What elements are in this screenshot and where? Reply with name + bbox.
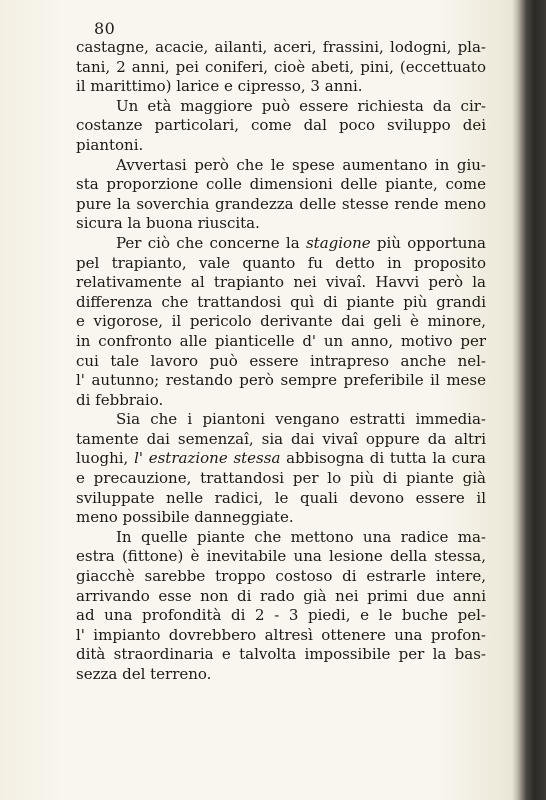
paragraph-6 bbox=[76, 528, 486, 685]
text-line: differenza che trattandosi quì di piante più grandi bbox=[76, 292, 486, 311]
body-text bbox=[76, 38, 486, 685]
italic-term: stagione bbox=[305, 233, 371, 252]
text-line: sviluppate nelle radici, le quali devono essere il bbox=[76, 488, 486, 507]
text-line: meno possibile danneggiate. bbox=[76, 508, 294, 527]
text-line: Avvertasi però che le spese aumentano in giu- bbox=[116, 155, 486, 174]
text-line: l' autunno; restando però sempre preferibile il mese bbox=[76, 371, 486, 390]
text-line: l' impianto dovrebbero altresì ottenere una profon- bbox=[76, 625, 486, 644]
text-run: luoghi, bbox=[76, 449, 135, 468]
text-line: giacchè sarebbe troppo costoso di estrarle intere, bbox=[76, 567, 486, 586]
paragraph-2 bbox=[76, 97, 486, 156]
text-line: in confronto alle pianticelle d' un anno, motivo per bbox=[76, 331, 486, 350]
text-run: abbisogna di tutta la cura bbox=[280, 449, 486, 468]
text-line: pure la soverchia grandezza delle stesse rende meno bbox=[76, 194, 486, 213]
paragraph-3 bbox=[76, 156, 486, 234]
text-line: Sia che i piantoni vengano estratti immedia- bbox=[116, 410, 486, 429]
text-line: di febbraio. bbox=[76, 390, 164, 409]
text-line: costanze particolari, come dal poco sviluppo dei bbox=[76, 116, 486, 135]
text-run: più opportuna bbox=[370, 233, 487, 252]
text-line: e precauzione, trattandosi per lo più di piante già bbox=[76, 469, 486, 488]
text-line: sicura la buona riuscita. bbox=[76, 214, 260, 233]
text-line: pel trapianto, vale quanto fu detto in proposito bbox=[76, 253, 486, 272]
text-line: tani, 2 anni, pei coniferi, cioè abeti, pini, (eccettuato bbox=[76, 57, 486, 76]
text-run: Per ciò che concerne la bbox=[116, 233, 306, 252]
text-line: e vigorose, il pericolo derivante dai geli è minore, bbox=[76, 312, 486, 331]
italic-term: l' estrazione stessa bbox=[134, 449, 281, 468]
text-line: dità straordinaria e talvolta impossibile per la bas- bbox=[76, 645, 486, 664]
text-line: estra (fittone) è inevitabile una lesione della stessa, bbox=[76, 547, 486, 566]
page-number: 80 bbox=[94, 19, 116, 38]
text-line: In quelle piante che mettono una radice ma- bbox=[116, 527, 486, 546]
text-line: castagne, acacie, ailanti, aceri, frassini, lodogni, pla- bbox=[76, 38, 486, 56]
book-edge bbox=[518, 0, 546, 800]
text-line: relativamente al trapianto nei vivaî. Havvi però la bbox=[76, 273, 486, 292]
paragraph-1 bbox=[76, 38, 486, 97]
paragraph-5 bbox=[76, 410, 486, 528]
text-line: piantoni. bbox=[76, 135, 144, 154]
paragraph-4 bbox=[76, 234, 486, 410]
text-line: il marittimo) larice e cipresso, 3 anni. bbox=[76, 77, 363, 96]
text-line: sta proporzione colle dimensioni delle piante, come bbox=[76, 175, 486, 194]
text-line: cui tale lavoro può essere intrapreso anche nel- bbox=[76, 351, 486, 370]
text-line: tamente dai semenzaî, sia dai vivaî oppure da altri bbox=[76, 429, 486, 448]
text-line bbox=[76, 449, 486, 469]
text-line: ad una profondità di 2 - 3 piedi, e le buche pel- bbox=[76, 606, 486, 625]
text-line: arrivando esse non di rado già nei primi due anni bbox=[76, 586, 486, 605]
text-line: sezza del terreno. bbox=[76, 665, 212, 683]
text-line bbox=[76, 234, 486, 254]
text-line: Un età maggiore può essere richiesta da cir- bbox=[116, 96, 486, 115]
